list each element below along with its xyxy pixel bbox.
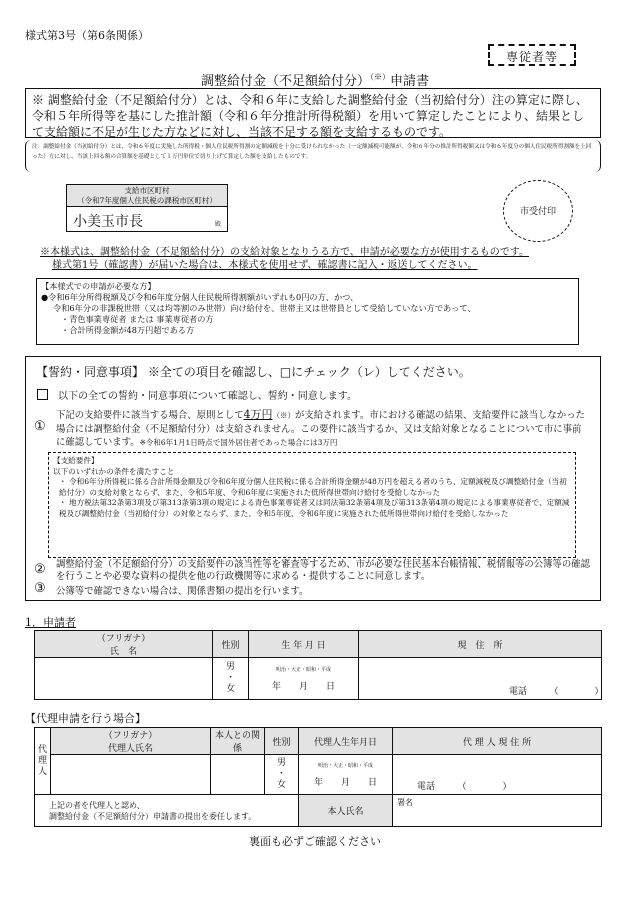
dot-separator: ・ — [277, 769, 287, 779]
municipality-header-line1: 支給市区町村 — [124, 186, 170, 195]
signature-field[interactable] — [393, 795, 602, 827]
municipality-header — [67, 185, 227, 207]
applicant-name-field[interactable] — [35, 658, 213, 700]
eligibility-line: 令和6年分の非課税世帯（又は均等割のみ世帯）向け給付を、世帯主又は世帯員として受給していない方であって、 — [53, 303, 476, 313]
address-field[interactable] — [359, 658, 602, 700]
name-label: 氏 名 — [109, 647, 137, 657]
proxy-table — [34, 727, 602, 827]
oath-item-1-b: が支給されます。市における確認の結果、支給要件に該当しなかった場合には調整給付金（不足額給付分）は支給されません。この要件に該当するか、又は支給対象となることについて市に事前に確認しています。 — [56, 410, 585, 448]
back-page-note: 裏面も必ずご確認ください — [249, 835, 381, 848]
usage-warning: ※本様式は、調整給付金（不足額給付分）の支給対象となりうる方で、申請が必要な方が使用するものです。 — [40, 247, 529, 258]
proxy-female-option[interactable]: 女 — [277, 780, 287, 790]
requirements-box — [48, 452, 576, 558]
municipality-box — [66, 184, 228, 232]
proxy-dob-header: 代理人生年月日 — [299, 728, 393, 755]
footnote: 注：調整給付金（当初給付分）とは、令和６年度に実施した所得税・個人住民税所得割の定額減税を十分に受けられなかった（一定額減税可能額が、令和６年分の推計所得税額又は令和６年度分の個人住民税所得割額を上回った）方に対し、当該上回る額の合算額を基礎として１万円単位で切り上げて算定した額を支給したものです。 — [25, 140, 601, 172]
signature-label: 署名 — [397, 798, 414, 807]
proxy-address-header: 代 理 人 現 住 所 — [393, 728, 602, 755]
proxy-dob-field[interactable] — [299, 755, 393, 795]
item-number-2: ② — [34, 562, 46, 577]
male-option[interactable]: 男 — [225, 662, 235, 672]
proxy-name-label: 代理人氏名 — [108, 744, 154, 754]
proxy-era-options: 明治・大正・昭和・平成 — [318, 762, 374, 769]
oath-item-1-a: 下記の支給要件に該当する場合、原則として — [56, 410, 244, 421]
eligibility-line: ●令和6年分所得税額及び令和6年度分個人住民税所得割額がいずれも0円の方、かつ、 — [41, 292, 359, 302]
eligibility-line: ・青色事業専従者 または 事業専従者の方 — [61, 314, 214, 324]
municipality-name: 小美玉市長 — [73, 214, 143, 230]
proxy-name-field[interactable] — [51, 755, 211, 795]
dob-field[interactable] — [249, 658, 359, 700]
furigana-label: （フリガナ） — [96, 634, 151, 644]
form-number: 様式第3号（第6条関係） — [25, 29, 149, 42]
item-number-1: ① — [34, 419, 46, 434]
consent-label: 以下の全ての誓約・同意事項について確認し、誓約・同意します。 — [58, 391, 357, 402]
title-main: 調整給付金（不足額給付分） — [200, 74, 370, 89]
consent-checkbox[interactable] — [37, 389, 48, 400]
amount-note-mark: （※） — [272, 411, 296, 420]
item-number-3: ③ — [34, 581, 46, 596]
title-tail: 申請書 — [390, 74, 430, 89]
oath-heading: 【誓約・同意事項】 ※全ての項目を確認し、□にチェック（レ）してください。 — [36, 365, 471, 379]
ymd-label: 年 月 日 — [271, 681, 335, 692]
consent-checkbox-row[interactable] — [37, 387, 357, 402]
dob-header: 生 年 月 日 — [249, 631, 359, 658]
proxy-male-option[interactable]: 男 — [277, 758, 287, 768]
dot-separator: ・ — [225, 673, 235, 683]
eligibility-title: 【本様式での申請が必要な方】 — [41, 281, 156, 291]
delegation-line1: 上記の者を代理人と認め、 — [49, 800, 145, 810]
reception-stamp: 市受付印 — [503, 180, 573, 242]
requirement-item: ・ 令和6年分所得税に係る合計所得金額及び令和6年度分個人住民税に係る合計所得金額が48万円を超える者のうち、定額減税及び調整給付金（当初給付分）の支給対象とならず、また、令和5年度、令和6年度に実施された低所得世帯向け給付を受給しなかった — [59, 477, 567, 497]
oath-item-1-note: ※令和6年1月1日時点で国外居住者であった場合には3万円 — [139, 438, 338, 447]
gender-header: 性別 — [213, 631, 249, 658]
relation-field[interactable] — [211, 755, 265, 795]
applicant-section-title: 1．申請者 — [25, 616, 76, 629]
oath-item-1 — [56, 408, 586, 450]
proxy-address-field[interactable] — [393, 755, 602, 795]
era-options: 明治・大正・昭和・平成 — [275, 666, 331, 673]
requirements-intro: 以下のいずれかの条件を満たすこと — [53, 466, 175, 476]
eligibility-line: ・合計所得金額が48万円超である方 — [61, 325, 195, 335]
intro-box: ※ 調整給付金（不足額給付分）とは、令和６年に支給した調整給付金（当初給付分）注の算定に際し、令和５年所得等を基にした推計額（令和６年分推計所得税額）を用いて算定したことにより、結果として支給額に不足が生じた方などに対し、当該不足する額を支給するものです。 — [25, 88, 601, 138]
proxy-ymd-label: 年 月 日 — [314, 777, 378, 788]
oath-section — [25, 356, 601, 601]
proxy-phone-label: 電話 （ ） — [417, 782, 512, 792]
applicant-name-header — [35, 631, 213, 658]
relation-header: 本人との関係 — [211, 728, 265, 755]
title-sup: （※） — [370, 72, 390, 82]
oath-item-2: 調整給付金（不足額給付分）の支給要件の該当性等を審査等するため、市が必要な住民基本台帳情報、税情報等の公簿等の確認を行うことや必要な資料の提供を他の行政機関等に求める・提供することに同意します。 — [56, 559, 591, 582]
benefit-amount: 4万円 — [243, 408, 273, 421]
female-option[interactable]: 女 — [225, 684, 235, 694]
proxy-gender-header: 性別 — [265, 728, 299, 755]
proxy-side-label: 代理人 — [35, 728, 51, 795]
delegation-line2: 調整給付金（不足額給付分）申請書の提出を委任します。 — [49, 811, 257, 821]
proxy-name-header — [51, 728, 211, 755]
usage-warning-2: 様式第1号（確認書）が届いた場合は、本様式を使用せず、確認書に記入・返送してください。 — [52, 260, 478, 271]
address-header: 現 住 所 — [359, 631, 602, 658]
proxy-gender-field[interactable] — [265, 755, 299, 795]
page-title — [0, 70, 630, 89]
municipality-header-line2: （令和7年度個人住民税の課税市区町村） — [77, 196, 217, 205]
proxy-furigana-label: （フリガナ） — [103, 731, 158, 741]
requirement-item: ・ 地方税法第32条第3項及び第313条第3項の規定による青色事業専従者又は同法第32条第4項及び第313条第4項の規定による事業専従者で、定額減税及び調整給付金（当初給付分）の対象とならず、また、令和5年度、令和6年度に実施された低所得世帯向け給付を受給しなかった — [59, 498, 570, 518]
phone-label: 電話 （ ） — [509, 687, 604, 697]
category-badge: 専従者等 — [488, 44, 576, 66]
gender-field[interactable] — [213, 658, 249, 700]
municipality-honorific: 殿 — [214, 221, 221, 228]
applicant-table — [34, 630, 602, 700]
requirements-title: 【支給要件】 — [53, 456, 99, 465]
principal-name-label: 本人氏名 — [299, 795, 393, 827]
oath-item-3: 公簿等で確認できない場合は、関係書類の提出を行います。 — [56, 586, 309, 597]
proxy-section-title: 【代理申請を行う場合】 — [25, 712, 146, 725]
eligibility-box — [36, 278, 579, 345]
delegation-statement — [35, 795, 299, 827]
